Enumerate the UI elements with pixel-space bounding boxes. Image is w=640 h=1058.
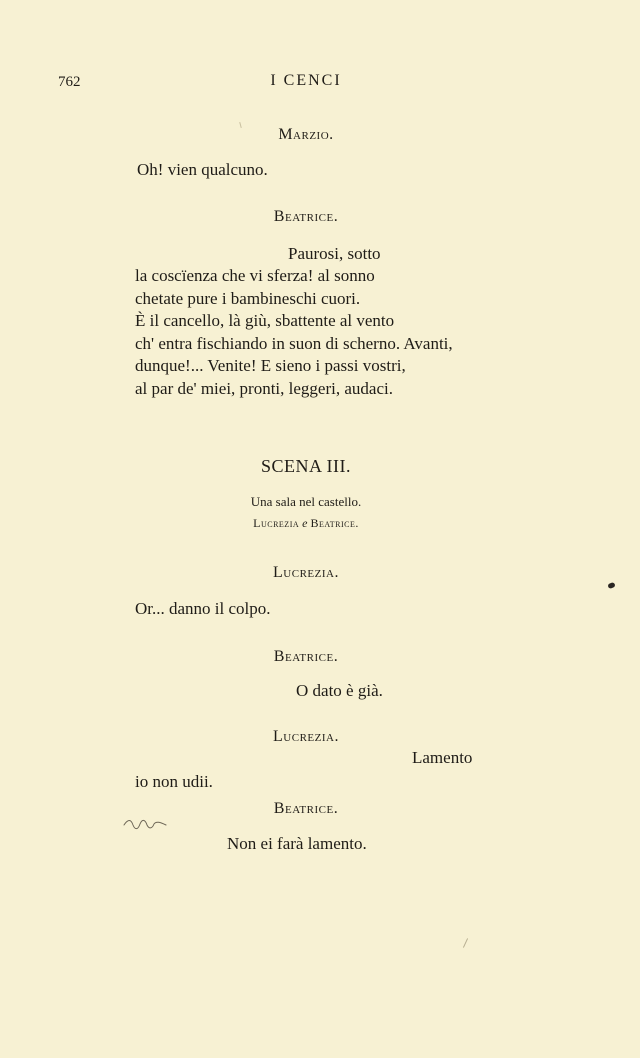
speaker-marzio: Marzio.: [278, 126, 334, 143]
persons-first: Lucrezia: [253, 516, 300, 530]
verse-line: dunque!... Venite! E sieno i passi vostri,: [135, 356, 406, 375]
paper-fleck-mark: [463, 938, 468, 947]
speaker-lucrezia: Lucrezia.: [273, 728, 339, 745]
running-title: I CENCI: [270, 72, 342, 89]
scene-persons: [0, 516, 612, 531]
pencil-squiggle-mark: [122, 816, 172, 832]
verse-line: ch' entra fischiando in suon di scherno. Avanti,: [135, 334, 453, 353]
verse-line: Paurosi, sotto: [288, 244, 381, 263]
speaker-lucrezia: Lucrezia.: [273, 564, 339, 581]
verse-line: io non udii.: [135, 772, 213, 791]
persons-separator: e: [302, 516, 308, 530]
speaker-beatrice: Beatrice.: [273, 208, 339, 225]
verse-line: O dato è già.: [296, 681, 383, 700]
verse-line: Non ei farà lamento.: [227, 834, 367, 853]
persons-second: Beatrice.: [310, 516, 359, 530]
verse-line: Lamento: [412, 748, 473, 767]
scene-setting: Una sala nel castello.: [250, 494, 362, 509]
paper-fleck-mark: [239, 122, 242, 128]
speaker-beatrice: Beatrice.: [273, 648, 339, 665]
verse-line: al par de' miei, pronti, leggeri, audaci.: [135, 379, 393, 398]
verse-line: la coscïenza che vi sferza! al sonno: [135, 266, 375, 285]
verse-line: È il cancello, là giù, sbattente al vento: [135, 311, 395, 330]
speaker-beatrice: Beatrice.: [273, 800, 339, 817]
ink-spot-mark: [607, 582, 615, 589]
page-number: 762: [58, 74, 81, 90]
verse-line: Oh! vien qualcuno.: [137, 160, 268, 179]
scene-heading: SCENA III.: [261, 456, 351, 476]
verse-line: chetate pure i bambineschi cuori.: [135, 289, 361, 308]
verse-line: Or... danno il colpo.: [135, 599, 271, 618]
